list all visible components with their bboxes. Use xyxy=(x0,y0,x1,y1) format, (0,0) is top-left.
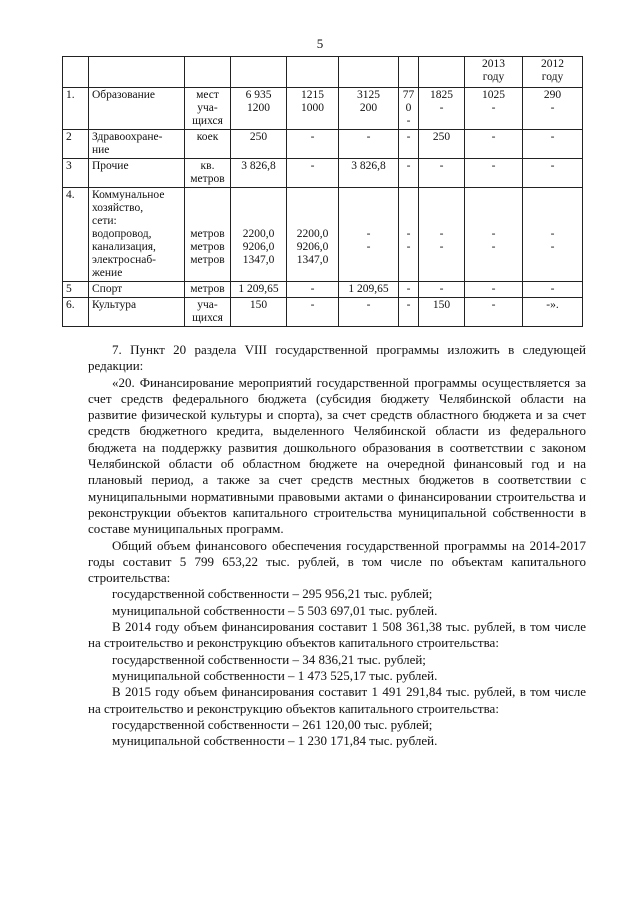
table-cell: - xyxy=(287,159,339,188)
paragraph: государственной собственности – 34 836,21 тыс. рублей; xyxy=(112,651,426,667)
table-row xyxy=(63,298,583,327)
table-cell: 3 826,8 xyxy=(339,159,399,188)
table-cell: Спорт xyxy=(89,282,185,298)
table-cell: - xyxy=(419,282,465,298)
table-cell: - xyxy=(287,298,339,327)
table-cell: 150 xyxy=(231,298,287,327)
table-cell: 2200,0 9206,0 1347,0 xyxy=(231,188,287,282)
page-number: 5 xyxy=(316,36,324,51)
header-cell: 2013 году xyxy=(465,57,523,88)
table-cell: Коммунальное хозяйство, сети: водопровод, канализация, электроснаб- жение xyxy=(89,188,185,282)
table-cell: коек xyxy=(185,130,231,159)
table-cell: - xyxy=(399,159,419,188)
table-row xyxy=(63,88,583,130)
table-cell: метров xyxy=(185,282,231,298)
header-cell xyxy=(185,57,231,88)
table-cell: - - xyxy=(339,188,399,282)
table-cell: 290 - xyxy=(523,88,583,130)
table-cell: - xyxy=(399,130,419,159)
table-cell: - xyxy=(465,159,523,188)
paragraph: муниципальной собственности – 5 503 697,01 тыс. рублей. xyxy=(112,602,438,618)
table-cell: - xyxy=(399,282,419,298)
table-row xyxy=(63,130,583,159)
paragraph: государственной собственности – 261 120,00 тыс. рублей; xyxy=(112,716,433,732)
table-cell: 150 xyxy=(419,298,465,327)
table-cell: кв. метров xyxy=(185,159,231,188)
header-cell: 2012 году xyxy=(523,57,583,88)
table-header-row xyxy=(63,57,583,88)
paragraph: Общий объем финансового обеспечения государственной программы на 2014-2017 годы составит 5 799 653,22 тыс. рублей, в том числе по объектам капитального строительства: xyxy=(88,537,586,586)
table-cell: 250 xyxy=(419,130,465,159)
table-cell: - - xyxy=(465,188,523,282)
table-cell: уча- щихся xyxy=(185,298,231,327)
table-cell: - xyxy=(523,130,583,159)
table-cell: 250 xyxy=(231,130,287,159)
table-cell: - xyxy=(419,159,465,188)
table-cell: 1 209,65 xyxy=(339,282,399,298)
paragraph: муниципальной собственности – 1 230 171,84 тыс. рублей. xyxy=(112,733,438,749)
table-cell: 3 826,8 xyxy=(231,159,287,188)
table-cell: Образование xyxy=(89,88,185,130)
table-cell: метров метров метров xyxy=(185,188,231,282)
table-cell: 5 xyxy=(63,282,89,298)
document-body xyxy=(88,342,586,749)
table-cell: мест уча- щихся xyxy=(185,88,231,130)
objects-table xyxy=(62,56,583,327)
header-cell xyxy=(63,57,89,88)
table-cell: 1825 - xyxy=(419,88,465,130)
table-cell: 4. xyxy=(63,188,89,282)
table-cell: - xyxy=(465,298,523,327)
table-cell: 1. xyxy=(63,88,89,130)
table-cell: Здравоохране- ние xyxy=(89,130,185,159)
table-cell: 1025 - xyxy=(465,88,523,130)
header-cell xyxy=(339,57,399,88)
table-cell: 6 935 1200 xyxy=(231,88,287,130)
paragraph: 7. Пункт 20 раздела VIII государственной программы изложить в следующей редакции: xyxy=(88,342,586,374)
table-cell: 1215 1000 xyxy=(287,88,339,130)
table-cell: 2200,0 9206,0 1347,0 xyxy=(287,188,339,282)
table-cell: - xyxy=(523,282,583,298)
table-cell: - xyxy=(339,130,399,159)
table-cell: 3125 200 xyxy=(339,88,399,130)
header-cell xyxy=(287,57,339,88)
table-cell: - xyxy=(287,130,339,159)
table-cell: 77 0 - xyxy=(399,88,419,130)
header-cell xyxy=(89,57,185,88)
table-cell: 1 209,65 xyxy=(231,282,287,298)
table-row xyxy=(63,282,583,298)
table-cell: - xyxy=(339,298,399,327)
table-cell: Культура xyxy=(89,298,185,327)
paragraph: государственной собственности – 295 956,21 тыс. рублей; xyxy=(112,586,433,602)
table-cell: - xyxy=(287,282,339,298)
table-cell: - xyxy=(465,282,523,298)
table-cell: - xyxy=(399,298,419,327)
table-cell: 6. xyxy=(63,298,89,327)
table-row xyxy=(63,188,583,282)
table-cell: -». xyxy=(523,298,583,327)
table-cell: 3 xyxy=(63,159,89,188)
header-cell xyxy=(399,57,419,88)
table-row xyxy=(63,159,583,188)
table-cell: - - xyxy=(419,188,465,282)
paragraph: муниципальной собственности – 1 473 525,17 тыс. рублей. xyxy=(112,667,438,683)
paragraph: В 2014 году объем финансирования составит 1 508 361,38 тыс. рублей, в том числе на строительство и реконструкцию объектов капитального строительства: xyxy=(88,619,586,651)
header-cell xyxy=(419,57,465,88)
table-cell: - xyxy=(523,159,583,188)
table-cell: Прочие xyxy=(89,159,185,188)
header-cell xyxy=(231,57,287,88)
table-cell: 2 xyxy=(63,130,89,159)
table-cell: - - xyxy=(523,188,583,282)
paragraph: В 2015 году объем финансирования составит 1 491 291,84 тыс. рублей, в том числе на строительство и реконструкцию объектов капитального строительства: xyxy=(88,684,586,716)
table-cell: - - xyxy=(399,188,419,282)
paragraph: «20. Финансирование мероприятий государственной программы осуществляется за счет средств федерального бюджета (субсидия бюджету Челябинской области на развитие физической культуры и спорта), за счет средств областного бюджета и за счет средств бюджетного кредита, выделенного Челябинской области из федерального бюджета на поддержку развития дошкольного образования в соответствии с законом Челябинской области об областном бюджете на очередной финансовый год и на плановый период, а также за счет средств местных бюджетов в соответствии с муниципальными нормативными правовыми актами о финансировании строительства и реконструкции объектов капитального строительства муниципальной собственности в составе муниципальных программ. xyxy=(88,374,586,537)
table-cell: - xyxy=(465,130,523,159)
